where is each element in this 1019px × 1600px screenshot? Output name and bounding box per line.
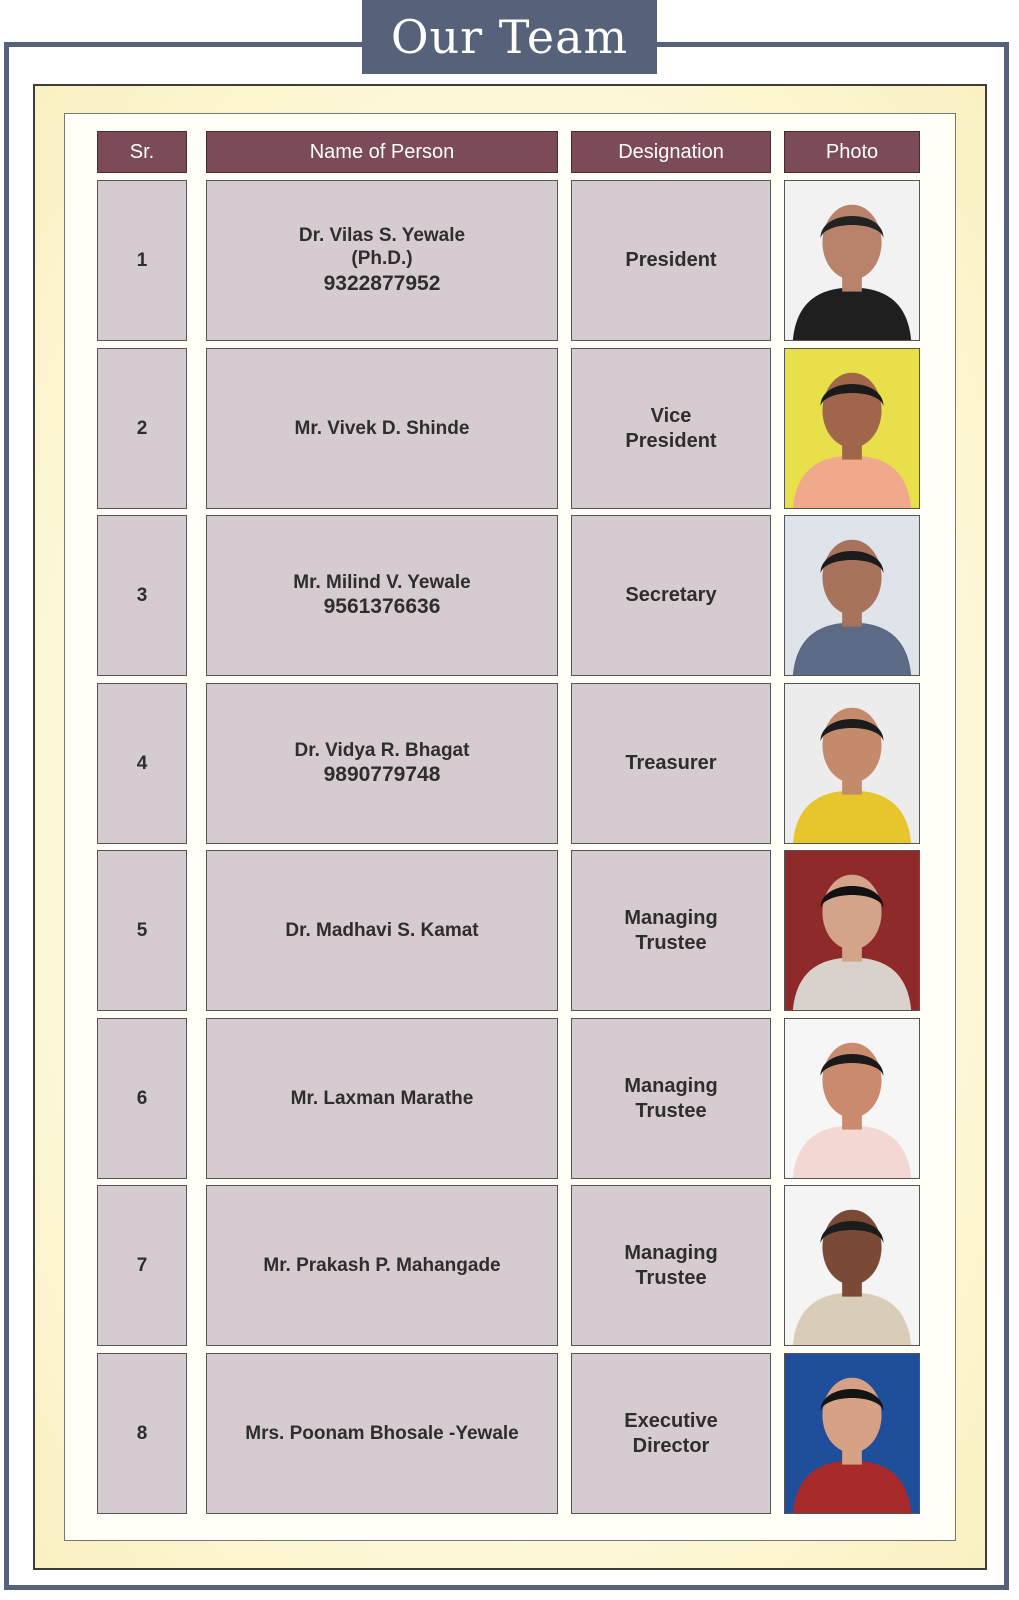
designation-cell — [571, 348, 771, 509]
sr-cell: 6 — [97, 1018, 187, 1179]
designation-cell — [571, 1185, 771, 1346]
designation-line: Vice — [650, 404, 692, 427]
name-line: 9561376636 — [323, 595, 441, 619]
designation-line: Executive — [624, 1409, 718, 1432]
designation-cell — [571, 180, 771, 341]
person-photo — [784, 1353, 920, 1514]
name-cell — [206, 1018, 558, 1179]
person-photo — [784, 683, 920, 844]
sr-cell: 8 — [97, 1353, 187, 1514]
person-photo — [784, 348, 920, 509]
name-cell — [206, 1353, 558, 1514]
header-sr: Sr. — [97, 131, 187, 173]
name-line: Dr. Vilas S. Yewale — [298, 224, 466, 246]
sr-cell: 4 — [97, 683, 187, 844]
name-line: 9890779748 — [323, 763, 441, 787]
sr-cell: 1 — [97, 180, 187, 341]
name-line: 9322877952 — [323, 272, 441, 296]
designation-cell — [571, 850, 771, 1011]
designation-line: Managing — [624, 1074, 718, 1097]
header-photo: Photo — [784, 131, 920, 173]
person-photo — [784, 1018, 920, 1179]
portrait-avatar — [785, 349, 919, 508]
name-cell — [206, 515, 558, 676]
header-designation: Designation — [571, 131, 771, 173]
designation-line: Treasurer — [625, 752, 717, 774]
designation-cell — [571, 1018, 771, 1179]
sr-cell: 5 — [97, 850, 187, 1011]
portrait-avatar — [785, 684, 919, 843]
designation-cell — [571, 683, 771, 844]
portrait-avatar — [785, 1354, 919, 1513]
designation-line: Secretary — [625, 584, 717, 606]
person-photo — [784, 1185, 920, 1346]
page-title: Our Team — [362, 0, 657, 74]
sr-cell: 7 — [97, 1185, 187, 1346]
sr-cell: 3 — [97, 515, 187, 676]
name-line: Dr. Madhavi S. Kamat — [285, 919, 479, 941]
name-line: Mr. Vivek D. Shinde — [294, 417, 470, 439]
designation-cell — [571, 1353, 771, 1514]
person-photo — [784, 515, 920, 676]
portrait-avatar — [785, 516, 919, 675]
designation-cell — [571, 515, 771, 676]
designation-line: Managing — [624, 906, 718, 929]
name-cell — [206, 683, 558, 844]
header-name: Name of Person — [206, 131, 558, 173]
designation-line: Trustee — [635, 931, 707, 954]
portrait-avatar — [785, 1186, 919, 1345]
name-cell — [206, 850, 558, 1011]
portrait-avatar — [785, 181, 919, 340]
sr-cell: 2 — [97, 348, 187, 509]
designation-line: Trustee — [635, 1266, 707, 1289]
portrait-avatar — [785, 851, 919, 1010]
name-line: Mr. Milind V. Yewale — [293, 571, 471, 593]
designation-line: President — [625, 429, 717, 452]
person-photo — [784, 850, 920, 1011]
portrait-avatar — [785, 1019, 919, 1178]
name-cell — [206, 1185, 558, 1346]
name-line: Dr. Vidya R. Bhagat — [294, 739, 470, 761]
name-line: Mrs. Poonam Bhosale -Yewale — [245, 1422, 519, 1444]
name-line: Mr. Prakash P. Mahangade — [263, 1254, 501, 1276]
designation-line: Director — [632, 1434, 710, 1457]
name-line: (Ph.D.) — [351, 248, 413, 270]
designation-line: Trustee — [635, 1099, 707, 1122]
designation-line: Managing — [624, 1241, 718, 1264]
person-photo — [784, 180, 920, 341]
name-cell — [206, 348, 558, 509]
designation-line: President — [625, 249, 717, 271]
name-cell — [206, 180, 558, 341]
name-line: Mr. Laxman Marathe — [290, 1087, 474, 1109]
